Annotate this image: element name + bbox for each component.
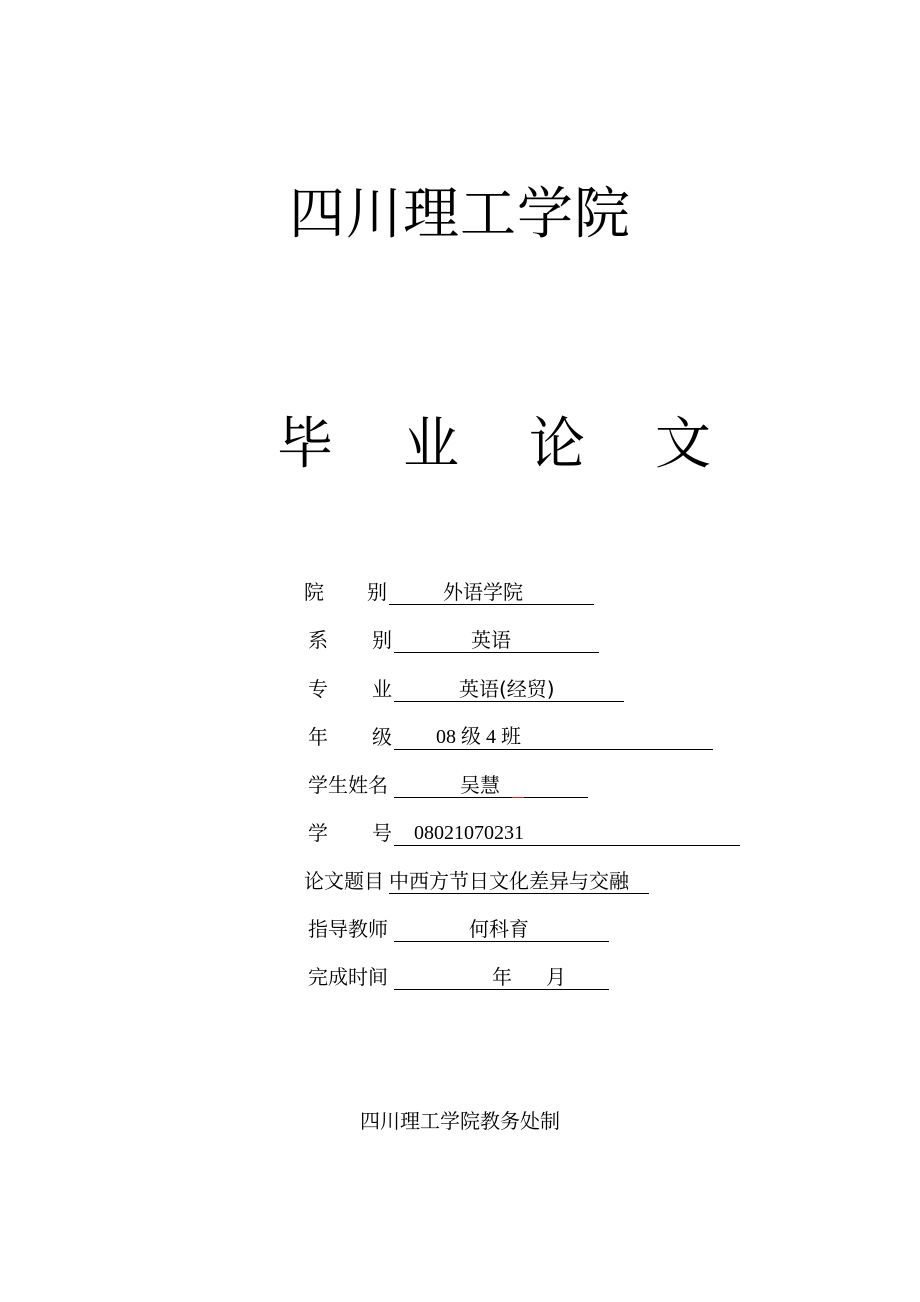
field-completion-time	[0, 962, 920, 992]
major-label-a: 专	[308, 677, 328, 701]
completion-year-label: 年	[492, 965, 512, 989]
department-value: 英语	[471, 628, 511, 652]
field-major	[0, 674, 920, 704]
thesis-title-char-4: 文	[655, 412, 711, 477]
field-faculty	[0, 577, 920, 607]
field-student-id	[0, 818, 920, 848]
thesis-title-char-3: 论	[529, 412, 585, 477]
faculty-value: 外语学院	[443, 580, 523, 604]
grade-label-a: 年	[308, 725, 328, 749]
completion-time-label: 完成时间	[308, 965, 388, 989]
grade-value: 08 级 4 班	[436, 726, 521, 748]
major-value: 英语(经贸)	[459, 677, 555, 701]
thesis-topic-label: 论文题目	[304, 869, 384, 893]
thesis-topic-value: 中西方节日文化差异与交融	[389, 869, 629, 893]
major-label-b: 业	[372, 677, 392, 701]
faculty-label-a: 院	[304, 580, 324, 604]
field-student-name	[0, 770, 920, 800]
student-name-value: 吴慧	[460, 773, 500, 797]
field-department	[0, 625, 920, 655]
department-label-a: 系	[308, 628, 328, 652]
grade-label-b: 级	[372, 725, 392, 749]
completion-month-label: 月	[546, 965, 566, 989]
student-name-label: 学生姓名	[308, 773, 388, 797]
advisor-value: 何科育	[469, 917, 529, 941]
thesis-title-char-1: 毕	[277, 412, 333, 477]
student-id-label-a: 学	[308, 821, 328, 845]
advisor-label: 指导教师	[308, 917, 388, 941]
thesis-title-char-2: 业	[403, 412, 459, 477]
department-label-b: 别	[372, 628, 392, 652]
field-grade	[0, 722, 920, 752]
faculty-label-b: 别	[367, 580, 387, 604]
issuer-footer: 四川理工学院教务处制	[360, 1109, 560, 1133]
school-name: 四川理工学院	[289, 182, 631, 247]
field-advisor	[0, 914, 920, 944]
field-thesis-topic	[0, 866, 920, 896]
student-name-red-mark	[512, 797, 524, 798]
student-id-label-b: 号	[372, 821, 392, 845]
student-id-value: 08021070231	[414, 822, 524, 844]
